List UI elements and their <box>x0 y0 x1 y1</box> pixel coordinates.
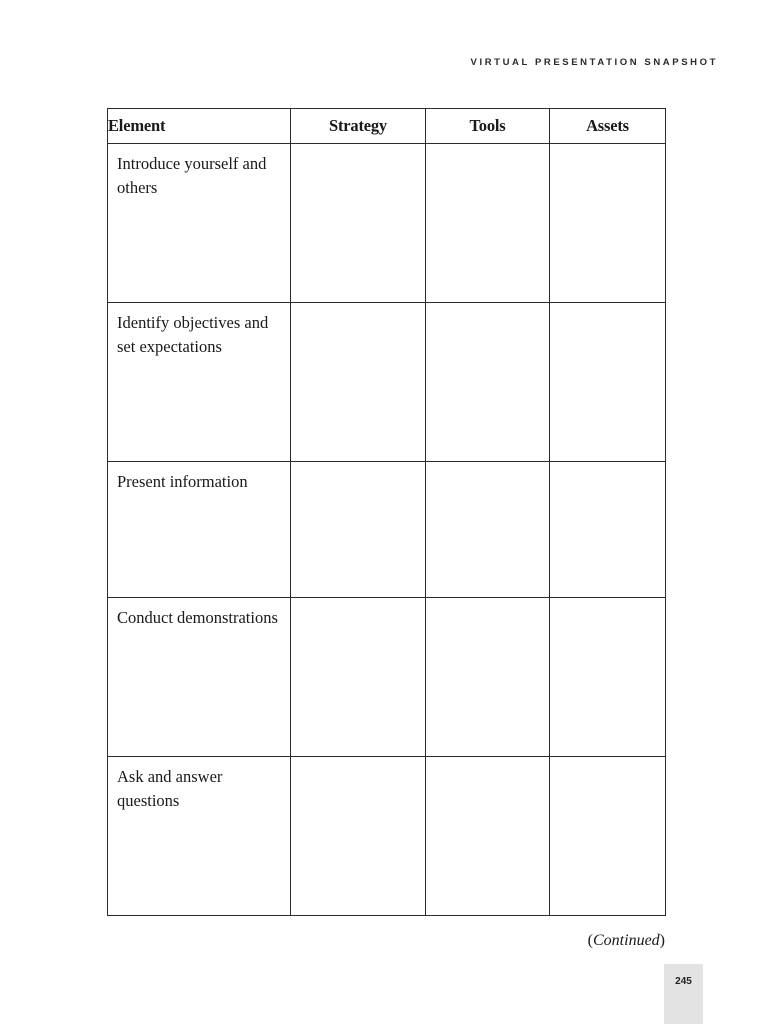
table-row <box>108 757 666 916</box>
column-header-assets: Assets <box>550 109 666 144</box>
tools-cell <box>426 598 550 757</box>
element-cell: Present information <box>108 462 291 598</box>
table-row <box>108 462 666 598</box>
table-row <box>108 598 666 757</box>
strategy-cell <box>291 462 426 598</box>
assets-cell <box>550 144 666 303</box>
element-cell: Identify objectives and set expectations <box>108 303 291 462</box>
strategy-cell <box>291 144 426 303</box>
element-cell: Conduct demonstrations <box>108 598 291 757</box>
element-cell: Ask and answer questions <box>108 757 291 916</box>
column-header-tools: Tools <box>426 109 550 144</box>
running-head: VIRTUAL PRESENTATION SNAPSHOT <box>470 57 718 68</box>
assets-cell <box>550 598 666 757</box>
snapshot-table <box>107 108 666 916</box>
assets-cell <box>550 462 666 598</box>
table-header-row <box>108 109 666 144</box>
table-row <box>108 144 666 303</box>
tools-cell <box>426 144 550 303</box>
table-row <box>108 303 666 462</box>
page-number: 245 <box>664 964 703 1024</box>
tools-cell <box>426 303 550 462</box>
continued-note: (Continued) <box>587 932 665 949</box>
column-header-strategy: Strategy <box>291 109 426 144</box>
tools-cell <box>426 462 550 598</box>
element-cell: Introduce yourself and others <box>108 144 291 303</box>
column-header-element: Element <box>108 109 291 144</box>
strategy-cell <box>291 757 426 916</box>
strategy-cell <box>291 598 426 757</box>
strategy-cell <box>291 303 426 462</box>
assets-cell <box>550 757 666 916</box>
assets-cell <box>550 303 666 462</box>
tools-cell <box>426 757 550 916</box>
